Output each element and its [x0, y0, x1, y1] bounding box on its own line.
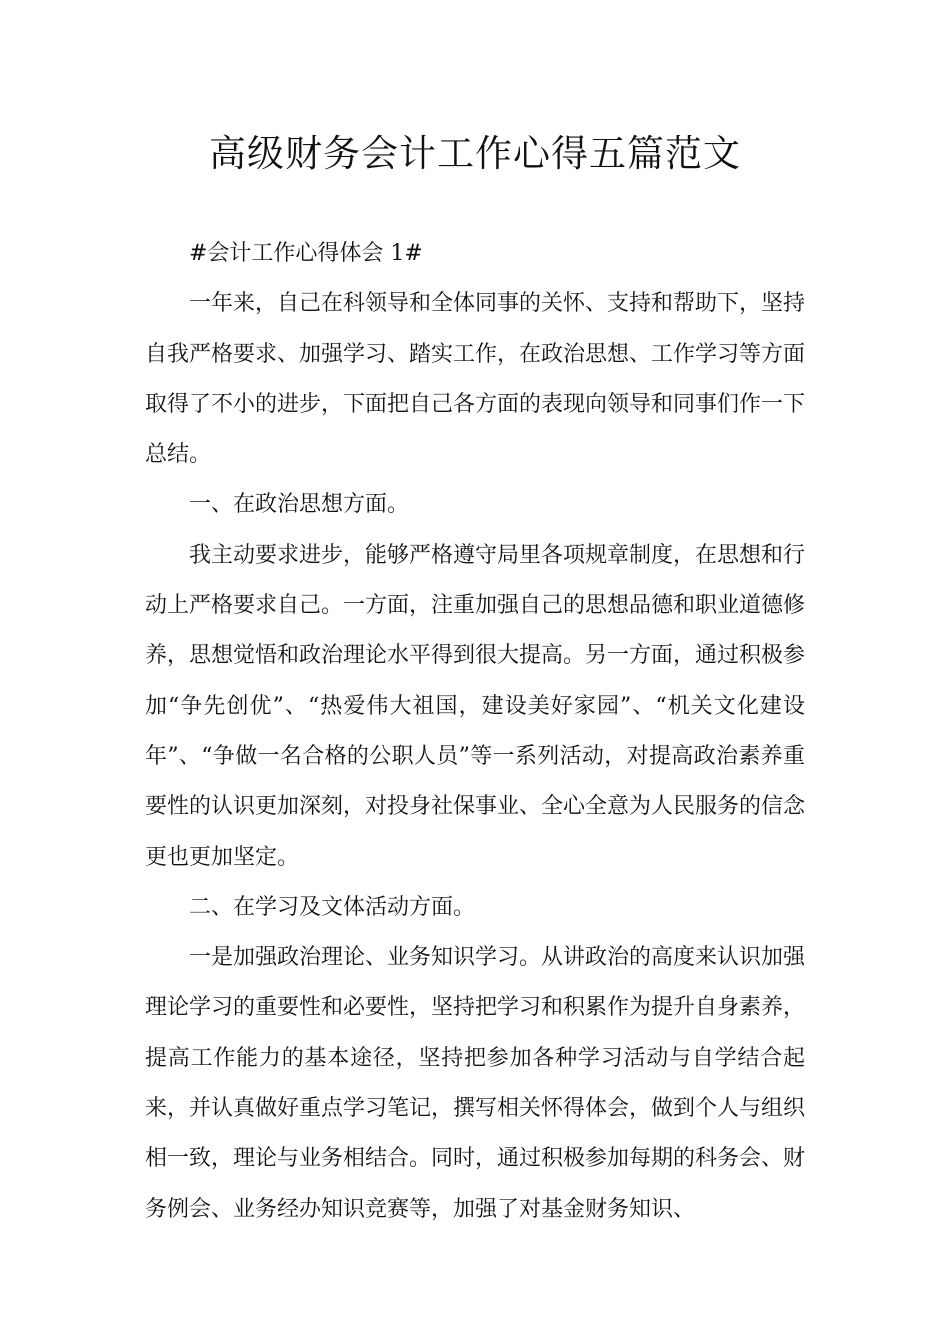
section-heading: 一、在政治思想方面。	[189, 492, 410, 518]
paragraph: 一是加强政治理论、业务知识学习。从讲政治的高度来认识加强理论学习的重要性和必要性，坚持把学习和积累作为提升自身素养，提高工作能力的基本途径，坚持把参加各种学习活动与自学结合起来，并认真做好重点学习笔记，撰写相关怀得体会，做到个人与组织相一致，理论与业务相结合。同时，通过积极参加每期的科务会、财务例会、业务经办知识竞赛等，加强了对基金财务知识、	[145, 945, 806, 1222]
paragraph: 一年来，自己在科领导和全体同事的关怀、支持和帮助下，坚持自我严格要求、加强学习、踏实工作，在政治思想、工作学习等方面取得了不小的进步，下面把自己各方面的表现向领导和同事们作一下总结。	[145, 291, 806, 468]
document-body	[145, 229, 805, 1235]
paragraph: 我主动要求进步，能够严格遵守局里各项规章制度，在思想和行动上严格要求自己。一方面，注重加强自己的思想品德和职业道德修养，思想觉悟和政治理论水平得到很大提高。另一方面，通过积极参加“争先创优”、“热爱伟大祖国，建设美好家园”、“机关文化建设年”、“争做一名合格的公职人员”等一系列活动，对提高政治素养重要性的认识更加深刻，对投身社保事业、全心全意为人民服务的信念更也更加坚定。	[145, 542, 806, 870]
section-heading: 二、在学习及文体活动方面。	[189, 894, 476, 920]
section-heading: #会计工作心得体会 1#	[189, 241, 423, 266]
document-title: 高级财务会计工作心得五篇范文	[209, 132, 741, 175]
